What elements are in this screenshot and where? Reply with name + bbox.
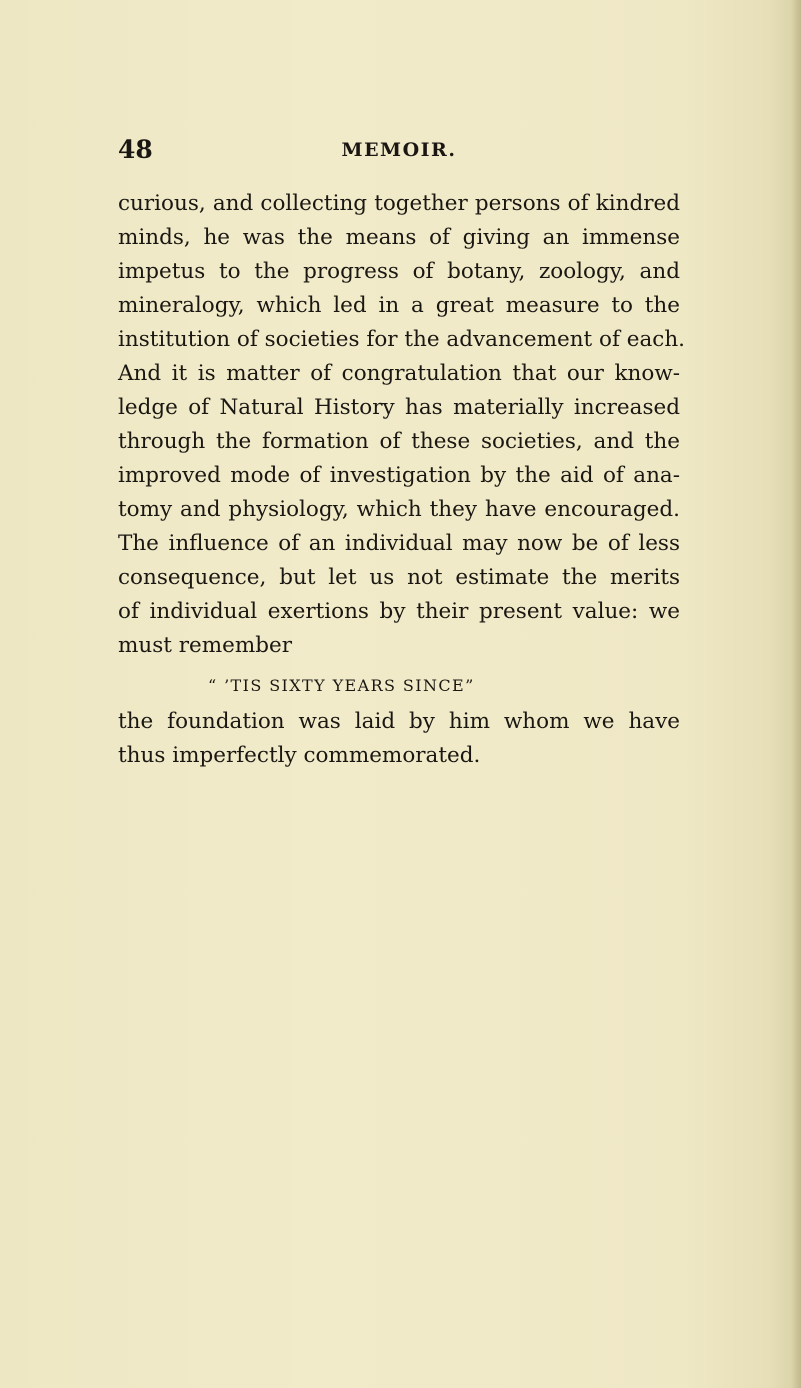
- body-text: [118, 187, 686, 773]
- text-line: curious, and collecting together persons of kindred: [118, 191, 680, 216]
- text-line: improved mode of investigation by the aid of ana-: [118, 463, 680, 488]
- page-edge-shadow: [791, 0, 801, 1388]
- text-line: tomy and physiology, which they have encouraged.: [118, 497, 680, 522]
- text-line: institution of societies for the advancement of each.: [118, 327, 686, 352]
- text-line: of individual exertions by their present value: we: [118, 599, 680, 624]
- page-header: [118, 130, 680, 170]
- text-line: the foundation was laid by him whom we have: [118, 709, 680, 734]
- text-line: mineralogy, which led in a great measure to the: [118, 293, 680, 318]
- text-line: through the formation of these societies, and the: [118, 429, 680, 454]
- text-line: must remember: [118, 633, 293, 658]
- text-line: And it is matter of congratulation that our know-: [118, 361, 680, 386]
- running-head: MEMOIR.: [341, 139, 457, 161]
- text-line: consequence, but let us not estimate the merits: [118, 565, 680, 590]
- text-line: impetus to the progress of botany, zoology, and: [118, 259, 680, 284]
- text-line: thus imperfectly commemorated.: [118, 743, 481, 768]
- block-quote: “ ’TIS SIXTY YEARS SINCE”: [208, 676, 475, 695]
- text-line: minds, he was the means of giving an immense: [118, 225, 680, 250]
- text-line: The influence of an individual may now be of less: [118, 531, 680, 556]
- text-line: ledge of Natural History has materially increased: [118, 395, 680, 420]
- page-number: 48: [118, 135, 153, 164]
